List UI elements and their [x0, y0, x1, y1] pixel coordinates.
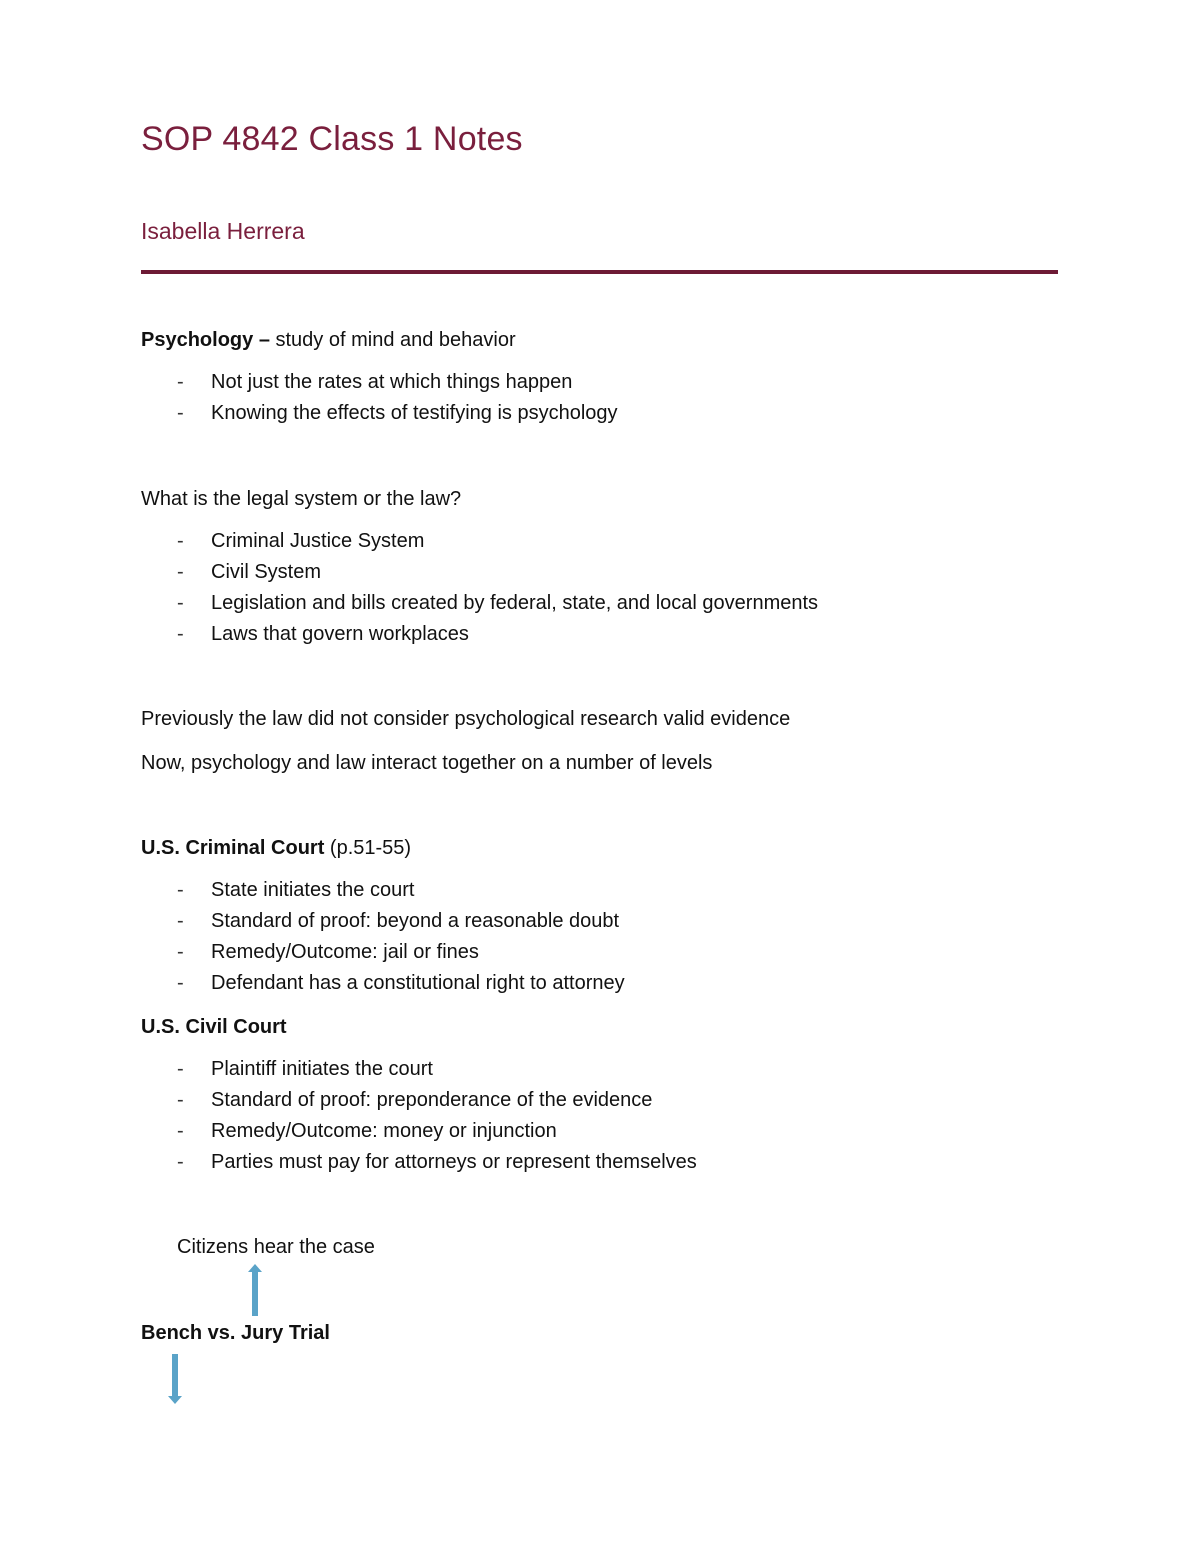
bullet-dash: - [177, 592, 184, 614]
list-item-text: Parties must pay for attorneys or represent themselves [211, 1151, 697, 1173]
list-item-text: Standard of proof: preponderance of the evidence [211, 1089, 653, 1111]
list-item [177, 940, 479, 964]
list-item [177, 1088, 652, 1112]
list-item [177, 560, 321, 584]
criminal-court-title: U.S. Criminal Court [141, 837, 325, 859]
bullet-dash: - [177, 1058, 184, 1080]
bullet-dash: - [177, 941, 184, 963]
list-item [177, 529, 424, 553]
down-arrow-icon [165, 1354, 185, 1404]
list-item-text: Remedy/Outcome: money or injunction [211, 1120, 557, 1142]
list-item-text: Plaintiff initiates the court [211, 1058, 433, 1080]
page-reference: (p.51-55) [324, 837, 412, 859]
bullet-dash: - [177, 1120, 184, 1142]
psychology-term: Psychology – [141, 329, 270, 351]
list-item-text: Remedy/Outcome: jail or fines [211, 941, 479, 963]
list-item-text: Criminal Justice System [211, 530, 425, 552]
list-item-text: Standard of proof: beyond a reasonable doubt [211, 910, 620, 932]
bullet-dash: - [177, 910, 184, 932]
document-title: SOP 4842 Class 1 Notes [141, 120, 523, 158]
bullet-dash: - [177, 371, 184, 393]
list-item-text: Legislation and bills created by federal, state, and local governments [211, 592, 819, 614]
list-item-text: Knowing the effects of testifying is psychology [211, 402, 618, 424]
paragraph: Previously the law did not consider psychological research valid evidence [141, 708, 791, 730]
psychology-definition-text: study of mind and behavior [269, 329, 516, 351]
list-item-text: Laws that govern workplaces [211, 623, 469, 645]
bullet-dash: - [177, 561, 184, 583]
list-item [177, 1119, 557, 1143]
citizens-label: Citizens hear the case [177, 1236, 375, 1258]
bullet-dash: - [177, 530, 184, 552]
list-item-text: Defendant has a constitutional right to attorney [211, 972, 625, 994]
paragraph: Now, psychology and law interact together on a number of levels [141, 752, 713, 774]
list-item-text: State initiates the court [211, 879, 415, 901]
author-name: Isabella Herrera [141, 218, 305, 244]
list-item [177, 1150, 697, 1174]
list-item [177, 971, 625, 995]
psychology-definition [141, 328, 516, 352]
list-item [177, 909, 619, 933]
criminal-court-heading [141, 836, 411, 860]
list-item [177, 591, 818, 615]
up-arrow-icon [245, 1264, 265, 1316]
list-item [177, 622, 469, 646]
bullet-dash: - [177, 1089, 184, 1111]
civil-court-heading: U.S. Civil Court [141, 1016, 287, 1038]
bullet-dash: - [177, 623, 184, 645]
list-item [177, 1057, 433, 1081]
list-item [177, 370, 572, 394]
bullet-dash: - [177, 1151, 184, 1173]
bench-vs-jury-heading: Bench vs. Jury Trial [141, 1322, 330, 1344]
bullet-dash: - [177, 402, 184, 424]
list-item-text: Not just the rates at which things happen [211, 371, 573, 393]
bullet-dash: - [177, 972, 184, 994]
legal-question: What is the legal system or the law? [141, 488, 462, 510]
list-item-text: Civil System [211, 561, 322, 583]
list-item [177, 878, 414, 902]
title-divider [141, 270, 1058, 274]
bullet-dash: - [177, 879, 184, 901]
list-item [177, 401, 618, 425]
